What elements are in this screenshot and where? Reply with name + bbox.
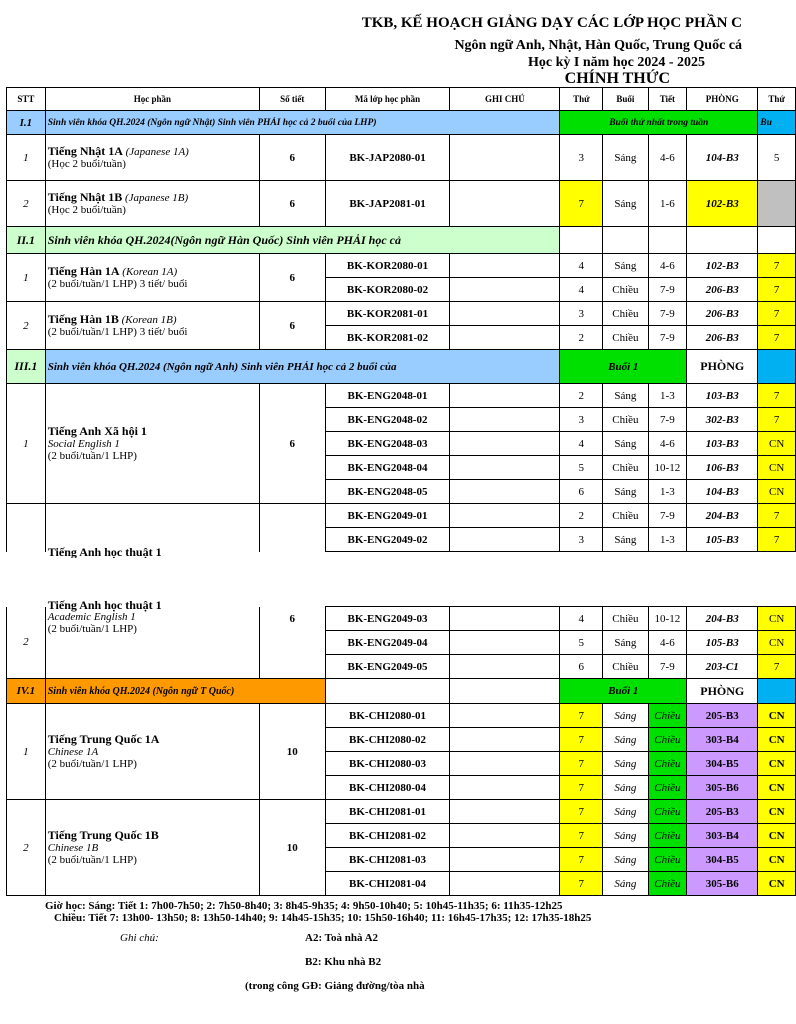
day-cell: 5	[560, 456, 603, 480]
code-cell: BK-CHI2081-04	[325, 872, 450, 896]
course-en: Academic English 1	[47, 610, 136, 623]
course-name: Tiếng Trung Quốc 1A	[47, 732, 160, 746]
stt-cell: 2	[7, 800, 46, 896]
section-right: Bu	[758, 111, 796, 135]
table-row	[7, 181, 796, 227]
session-cell: Sáng	[603, 752, 648, 776]
session-cell: Sáng	[603, 254, 648, 278]
stt-cell: 1	[7, 704, 46, 800]
session-cell: Chiều	[603, 607, 648, 631]
course-note: (2 buổi/tuần/1 LHP)	[47, 854, 137, 866]
course-en: Chinese 1A	[47, 746, 99, 758]
room-cell: 303-B4	[687, 728, 758, 752]
section-label: III.1	[7, 350, 46, 384]
course-en: (Japanese 1B)	[124, 192, 189, 204]
stt-cell: 1	[7, 254, 46, 302]
stt-cell: 1	[7, 135, 46, 181]
day2-cell: CN	[758, 776, 796, 800]
section-title: Sinh viên khóa QH.2024 (Ngôn ngữ Nhật) Sinh viên PHẢI học cả 2 buổi của LHP)	[45, 111, 560, 135]
day2-cell: 7	[758, 326, 796, 350]
code-cell: BK-ENG2049-01	[325, 504, 450, 528]
section-label: IV.1	[7, 679, 46, 704]
code-cell: BK-KOR2080-02	[325, 278, 450, 302]
hours-line-afternoon: Chiều: Tiết 7: 13h00- 13h50; 8: 13h50-14h40; 9: 14h45-15h35; 10: 15h50-16h40; 11: 16h45-17h35; 12: 17h35-18h25	[54, 912, 592, 924]
course-name: Tiếng Nhật 1A	[47, 144, 123, 158]
section-row	[7, 679, 796, 704]
code-cell: BK-ENG2049-03	[325, 607, 450, 631]
period-cell: 4-6	[648, 432, 687, 456]
header-row	[7, 88, 796, 111]
period-cell: 4-6	[648, 254, 687, 278]
code-cell: BK-ENG2049-05	[325, 655, 450, 679]
course-note: (2 buổi/tuần/1 LHP)	[47, 758, 137, 770]
stt-cell: 2	[7, 302, 46, 350]
col-course: Học phần	[45, 88, 259, 111]
course-cell	[45, 384, 259, 504]
room-cell: 206-B3	[687, 326, 758, 350]
code-cell: BK-CHI2080-04	[325, 776, 450, 800]
stt-cell: 2	[7, 181, 46, 227]
section-row	[7, 350, 796, 384]
note-b2: B2: Khu nhà B2	[305, 956, 382, 968]
day2-cell: 7	[758, 408, 796, 432]
room-cell: 304-B5	[687, 752, 758, 776]
course-note: (2 buổi/tuần/1 LHP)	[47, 450, 137, 462]
day-cell: 4	[560, 432, 603, 456]
section-subheading: Buổi 1	[560, 679, 687, 704]
code-cell: BK-ENG2048-01	[325, 384, 450, 408]
day2-cell: 7	[758, 254, 796, 278]
period-cell: 7-9	[648, 278, 687, 302]
code-cell: BK-KOR2080-01	[325, 254, 450, 278]
period-cell: 10-12	[648, 456, 687, 480]
session2-cell: Chiều	[648, 728, 687, 752]
course-en: (Korean 1B)	[121, 314, 177, 326]
hours-cell: 6	[259, 384, 325, 504]
section-title: Sinh viên khóa QH.2024(Ngôn ngữ Hàn Quốc) Sinh viên PHẢI học cả	[45, 227, 560, 254]
course-cell	[45, 704, 259, 800]
day2-cell: CN	[758, 432, 796, 456]
course-cell	[45, 800, 259, 896]
code-cell: BK-CHI2081-03	[325, 848, 450, 872]
room-cell: 203-C1	[687, 655, 758, 679]
day-cell: 7	[560, 728, 603, 752]
day2-cell: CN	[758, 456, 796, 480]
period-cell: 1-3	[648, 384, 687, 408]
day-cell: 4	[560, 254, 603, 278]
session-cell: Chiều	[603, 655, 648, 679]
room-cell: 302-B3	[687, 408, 758, 432]
course-en: Chinese 1B	[47, 842, 99, 854]
day2-cell: 5	[758, 135, 796, 181]
session-cell: Sáng	[603, 528, 648, 552]
day-cell: 7	[560, 800, 603, 824]
session2-cell: Chiều	[648, 800, 687, 824]
course-cell	[45, 302, 259, 350]
day2-cell: CN	[758, 631, 796, 655]
official-label: CHÍNH THỨC	[564, 70, 670, 87]
note-building: (trong công GĐ: Giảng đường/tòa nhà	[245, 980, 425, 992]
room-cell: 106-B3	[687, 456, 758, 480]
hours-cell: 6	[259, 607, 325, 679]
course-name: Tiếng Hàn 1A	[47, 264, 120, 278]
session2-cell: Chiều	[648, 872, 687, 896]
session-cell: Sáng	[603, 872, 648, 896]
day2-cell: CN	[758, 824, 796, 848]
table-row	[7, 254, 796, 278]
period-cell: 1-6	[648, 181, 687, 227]
code-cell: BK-ENG2048-04	[325, 456, 450, 480]
period-cell: 7-9	[648, 655, 687, 679]
day-cell: 3	[560, 528, 603, 552]
day2-cell: CN	[758, 872, 796, 896]
course-en: (Korean 1A)	[122, 266, 178, 278]
section-row	[7, 111, 796, 135]
session-cell: Sáng	[603, 824, 648, 848]
room-cell: 105-B3	[687, 631, 758, 655]
session-cell: Sáng	[603, 135, 648, 181]
session-cell: Sáng	[603, 432, 648, 456]
code-cell: BK-ENG2049-02	[325, 528, 450, 552]
session-cell: Sáng	[603, 704, 648, 728]
col-hours: Số tiết	[259, 88, 325, 111]
session-cell: Sáng	[603, 776, 648, 800]
course-name: Tiếng Nhật 1B	[47, 190, 123, 204]
room-cell: 204-B3	[687, 504, 758, 528]
table-row	[7, 135, 796, 181]
room-cell: 204-B3	[687, 607, 758, 631]
code-cell: BK-KOR2081-02	[325, 326, 450, 350]
day-cell: 7	[560, 872, 603, 896]
room-cell: 105-B3	[687, 528, 758, 552]
day-cell: 7	[560, 776, 603, 800]
course-en: (Japanese 1A)	[125, 146, 189, 158]
day-cell: 2	[560, 504, 603, 528]
course-cell	[45, 135, 259, 181]
course-note: (2 buổi/tuần/1 LHP) 3 tiết/ buổi	[47, 326, 188, 338]
code-cell: BK-JAP2081-01	[325, 181, 450, 227]
course-name: Tiếng Anh học thuật 1	[47, 544, 162, 559]
session-cell: Sáng	[603, 728, 648, 752]
course-name: Tiếng Anh học thuật 1	[47, 597, 162, 612]
day2-cell: CN	[758, 607, 796, 631]
code-cell: BK-KOR2081-01	[325, 302, 450, 326]
table-row	[7, 704, 796, 728]
table-row	[7, 384, 796, 408]
course-name: Tiếng Trung Quốc 1B	[47, 828, 159, 842]
session-cell: Sáng	[603, 480, 648, 504]
course-note: (2 buổi/tuần/1 LHP) 3 tiết/ buổi	[47, 278, 188, 290]
session2-cell: Chiều	[648, 824, 687, 848]
table-row	[7, 800, 796, 824]
code-cell: BK-CHI2080-03	[325, 752, 450, 776]
hours-cell: 6	[259, 135, 325, 181]
code-cell: BK-ENG2048-02	[325, 408, 450, 432]
col-day: Thứ	[560, 88, 603, 111]
day-cell: 7	[560, 704, 603, 728]
day2-cell: CN	[758, 704, 796, 728]
schedule-table-page1	[6, 87, 796, 559]
day2-cell: 7	[758, 278, 796, 302]
room-cell: 305-B6	[687, 776, 758, 800]
room-cell: 205-B3	[687, 704, 758, 728]
period-cell: 7-9	[648, 408, 687, 432]
code-cell: BK-ENG2049-04	[325, 631, 450, 655]
period-cell: 7-9	[648, 302, 687, 326]
col-period: Tiết	[648, 88, 687, 111]
session2-cell: Chiều	[648, 776, 687, 800]
stt-cell: 1	[7, 384, 46, 504]
col-session: Buổi	[603, 88, 648, 111]
room-cell: 104-B3	[687, 480, 758, 504]
day2-cell: CN	[758, 848, 796, 872]
room-cell: 206-B3	[687, 278, 758, 302]
section-room-header: PHÒNG	[687, 679, 758, 704]
section-title: Sinh viên khóa QH.2024 (Ngôn ngữ Anh) Sinh viên PHẢI học cả 2 buổi của	[45, 350, 560, 384]
section-label: II.1	[7, 227, 46, 254]
room-cell: 102-B3	[687, 181, 758, 227]
room-cell: 103-B3	[687, 384, 758, 408]
session-cell: Sáng	[603, 848, 648, 872]
hours-cell: 6	[259, 302, 325, 350]
day2-cell: CN	[758, 728, 796, 752]
period-cell: 4-6	[648, 135, 687, 181]
day-cell: 2	[560, 384, 603, 408]
session-cell: Sáng	[603, 384, 648, 408]
section-label: I.1	[7, 111, 46, 135]
period-cell: 7-9	[648, 326, 687, 350]
session-cell: Chiều	[603, 326, 648, 350]
room-cell: 304-B5	[687, 848, 758, 872]
schedule-table-page2	[6, 597, 796, 896]
course-note: (2 buổi/tuần/1 LHP)	[47, 622, 137, 635]
day2-cell: 7	[758, 504, 796, 528]
code-cell: BK-ENG2048-03	[325, 432, 450, 456]
day-cell: 6	[560, 480, 603, 504]
day-cell: 2	[560, 326, 603, 350]
day-cell: 3	[560, 408, 603, 432]
day-cell: 5	[560, 631, 603, 655]
room-cell: 104-B3	[687, 135, 758, 181]
room-cell: 102-B3	[687, 254, 758, 278]
course-cell	[45, 504, 259, 559]
day2-cell: 7	[758, 528, 796, 552]
day2-cell: 7	[758, 655, 796, 679]
note-cell	[450, 181, 560, 227]
room-cell: 205-B3	[687, 800, 758, 824]
code-cell: BK-CHI2080-02	[325, 728, 450, 752]
table-row	[7, 607, 796, 631]
session-cell: Sáng	[603, 800, 648, 824]
session-cell: Chiều	[603, 504, 648, 528]
room-cell: 103-B3	[687, 432, 758, 456]
room-cell: 303-B4	[687, 824, 758, 848]
day-cell: 7	[560, 752, 603, 776]
course-name: Tiếng Hàn 1B	[47, 312, 119, 326]
course-cell	[45, 597, 259, 679]
day-cell: 4	[560, 278, 603, 302]
period-cell: 4-6	[648, 631, 687, 655]
section-subheading: Buổi 1	[560, 350, 687, 384]
day-cell: 3	[560, 135, 603, 181]
room-cell: 305-B6	[687, 872, 758, 896]
hours-cell: 6	[259, 254, 325, 302]
semester: Học kỳ I năm học 2024 - 2025	[528, 55, 705, 70]
day2-cell: CN	[758, 752, 796, 776]
hours-line-morning: Giờ học: Sáng: Tiết 1: 7h00-7h50; 2: 7h50-8h40; 3: 8h45-9h35; 4: 9h50-10h40; 5: 10h45-11h35; 6: 11h35-12h25	[45, 900, 563, 912]
code-cell: BK-ENG2048-05	[325, 480, 450, 504]
day-cell: 3	[560, 302, 603, 326]
course-en: Social English 1	[47, 438, 120, 450]
session-cell: Chiều	[603, 278, 648, 302]
session2-cell: Chiều	[648, 704, 687, 728]
course-cell	[45, 254, 259, 302]
session-cell: Chiều	[603, 456, 648, 480]
hours-cell: 6	[259, 181, 325, 227]
day-cell: 7	[560, 848, 603, 872]
day2-cell	[758, 181, 796, 227]
day-cell: 6	[560, 655, 603, 679]
table-row	[7, 504, 796, 528]
col-room: PHÒNG	[687, 88, 758, 111]
hours-cell: 10	[259, 800, 325, 896]
doc-title: TKB, KẾ HOẠCH GIẢNG DẠY CÁC LỚP HỌC PHẦN C	[361, 15, 742, 31]
section-subheading: Buổi thứ nhất trong tuần	[560, 111, 758, 135]
day2-cell: CN	[758, 800, 796, 824]
code-cell: BK-CHI2081-02	[325, 824, 450, 848]
hours-cell: 10	[259, 704, 325, 800]
section-title: Sinh viên khóa QH.2024 (Ngôn ngữ T Quốc)	[45, 679, 325, 704]
session-cell: Chiều	[603, 408, 648, 432]
day-cell: 4	[560, 607, 603, 631]
day2-cell: 7	[758, 384, 796, 408]
col-note: GHI CHÚ	[450, 88, 560, 111]
table-row	[7, 302, 796, 326]
room-cell: 206-B3	[687, 302, 758, 326]
note-cell	[450, 135, 560, 181]
course-name: Tiếng Anh Xã hội 1	[47, 424, 147, 438]
col-code: Mã lớp học phần	[325, 88, 450, 111]
section-row	[7, 227, 796, 254]
note-label: Ghi chú:	[120, 932, 159, 944]
period-cell: 1-3	[648, 528, 687, 552]
course-note: (Học 2 buổi/tuần)	[47, 204, 126, 216]
period-cell: 10-12	[648, 607, 687, 631]
session-cell: Chiều	[603, 302, 648, 326]
doc-subtitle: Ngôn ngữ Anh, Nhật, Hàn Quốc, Trung Quốc cá	[454, 38, 742, 53]
session2-cell: Chiều	[648, 752, 687, 776]
session-cell: Sáng	[603, 181, 648, 227]
code-cell: BK-CHI2080-01	[325, 704, 450, 728]
code-cell: BK-JAP2080-01	[325, 135, 450, 181]
session-cell: Sáng	[603, 631, 648, 655]
col-day2: Thứ	[758, 88, 796, 111]
section-room-header: PHÒNG	[687, 350, 758, 384]
period-cell: 1-3	[648, 480, 687, 504]
col-stt: STT	[7, 88, 46, 111]
code-cell: BK-CHI2081-01	[325, 800, 450, 824]
day-cell: 7	[560, 824, 603, 848]
note-a2: A2: Toà nhà A2	[305, 932, 379, 944]
stt-cell: 2	[7, 607, 46, 679]
course-cell	[45, 181, 259, 227]
day2-cell: CN	[758, 480, 796, 504]
period-cell: 7-9	[648, 504, 687, 528]
course-note: (Học 2 buổi/tuần)	[47, 158, 126, 170]
session2-cell: Chiều	[648, 848, 687, 872]
day2-cell: 7	[758, 302, 796, 326]
day-cell: 7	[560, 181, 603, 227]
